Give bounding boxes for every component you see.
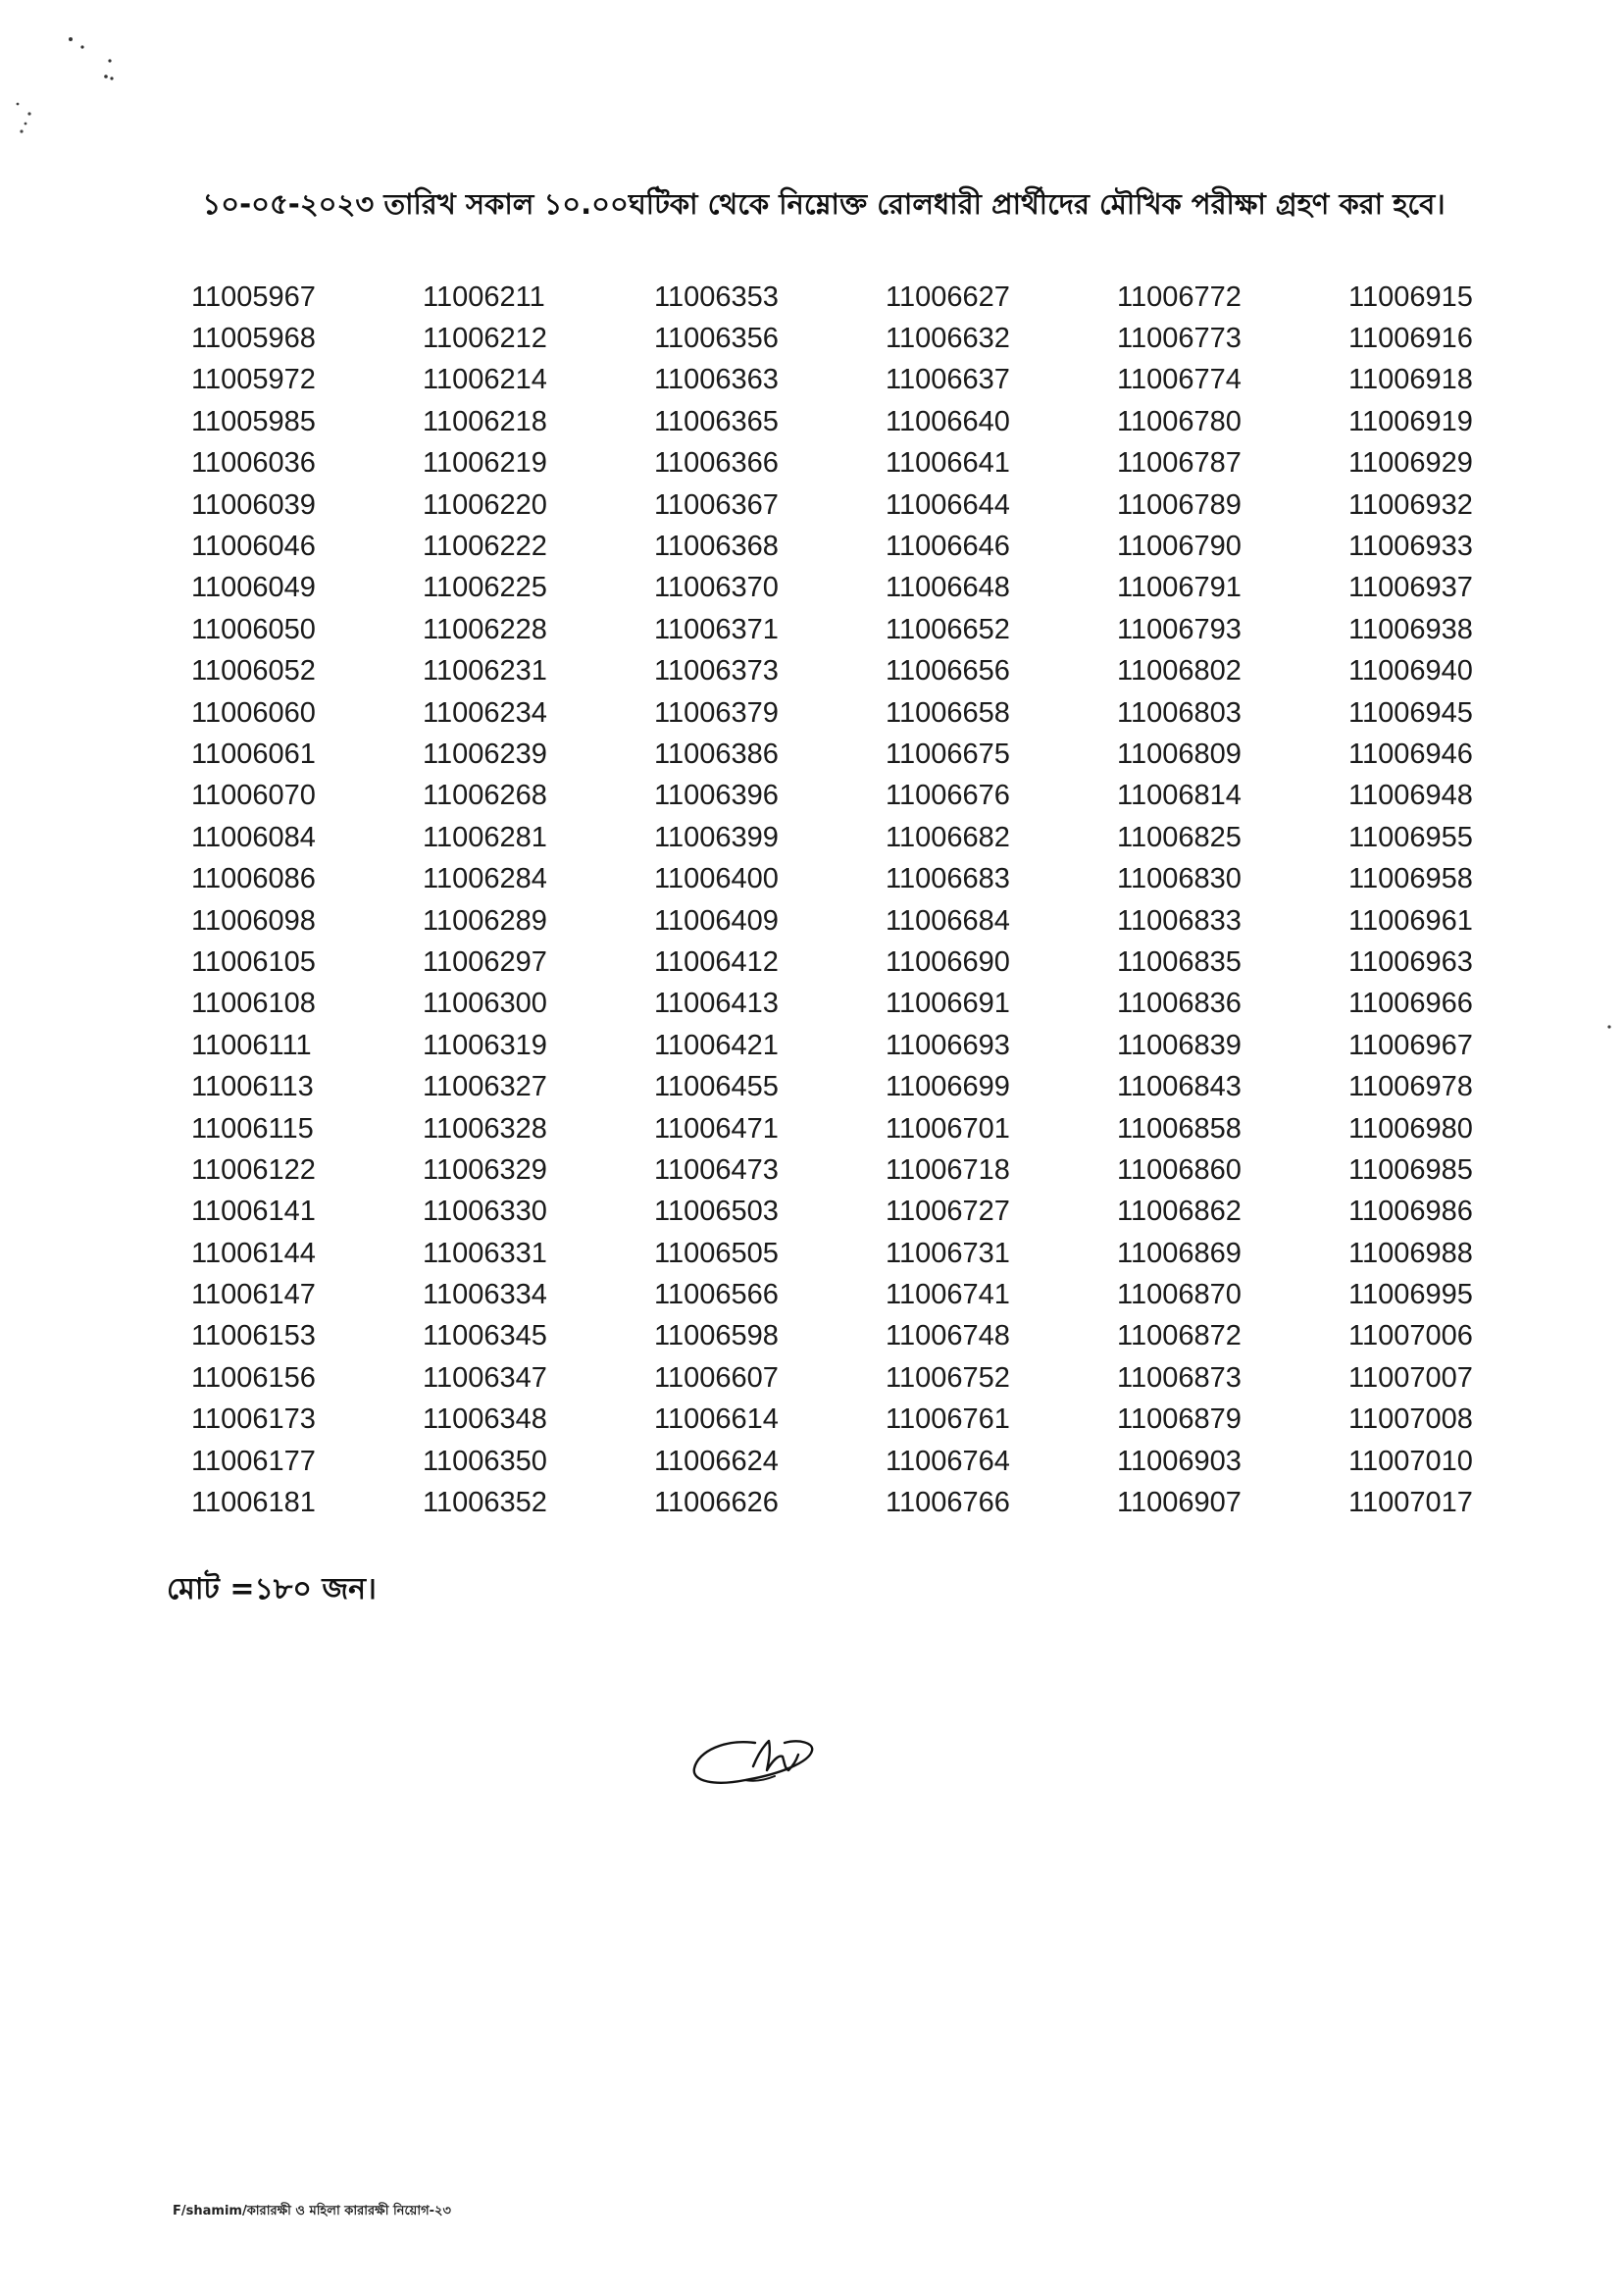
roll-number-cell: 11006105 bbox=[191, 945, 316, 978]
footer-file-reference: F/shamim/কারারক্ষী ও মহিলা কারারক্ষী নিয়োগ-২৩ bbox=[173, 2204, 451, 2218]
roll-number-cell: 11006741 bbox=[886, 1279, 1010, 1311]
roll-number-cell: 11006870 bbox=[1117, 1279, 1242, 1311]
roll-number-cell: 11006268 bbox=[423, 780, 547, 812]
roll-number-cell: 11006373 bbox=[654, 655, 779, 688]
roll-number-cell: 11006412 bbox=[654, 945, 779, 978]
roll-number-cell: 11005967 bbox=[191, 280, 316, 313]
roll-number-cell: 11006156 bbox=[191, 1361, 316, 1394]
scan-speck-right bbox=[1606, 1024, 1612, 1030]
roll-number-cell: 11006220 bbox=[423, 488, 547, 521]
roll-number-cell: 11006699 bbox=[886, 1071, 1010, 1103]
roll-number-cell: 11006761 bbox=[886, 1403, 1010, 1436]
roll-number-cell: 11005972 bbox=[191, 364, 316, 396]
roll-number-cell: 11006046 bbox=[191, 531, 316, 563]
roll-number-cell: 11006946 bbox=[1348, 738, 1473, 770]
roll-number-cell: 11006637 bbox=[886, 364, 1010, 396]
roll-number-cell: 11006036 bbox=[191, 447, 316, 480]
roll-number-cell: 11006937 bbox=[1348, 572, 1473, 604]
roll-number-cell: 11006234 bbox=[423, 696, 547, 729]
roll-number-cell: 11006658 bbox=[886, 696, 1010, 729]
roll-number-cell: 11006879 bbox=[1117, 1403, 1242, 1436]
roll-number-cell: 11006624 bbox=[654, 1445, 779, 1477]
roll-number-cell: 11006400 bbox=[654, 863, 779, 895]
roll-number-cell: 11006049 bbox=[191, 572, 316, 604]
roll-number-cell: 11006938 bbox=[1348, 613, 1473, 645]
roll-number-cell: 11006790 bbox=[1117, 531, 1242, 563]
roll-number-cell: 11006961 bbox=[1348, 904, 1473, 937]
roll-number-cell: 11006386 bbox=[654, 738, 779, 770]
roll-number-cell: 11006773 bbox=[1117, 323, 1242, 355]
roll-number-cell: 11006111 bbox=[191, 1029, 312, 1061]
roll-number-cell: 11006995 bbox=[1348, 1279, 1473, 1311]
roll-number-cell: 11006141 bbox=[191, 1196, 316, 1228]
roll-number-cell: 11006830 bbox=[1117, 863, 1242, 895]
roll-number-cell: 11006396 bbox=[654, 780, 779, 812]
roll-number-cell: 11006347 bbox=[423, 1361, 547, 1394]
roll-number-cell: 11006932 bbox=[1348, 488, 1473, 521]
roll-number-cell: 11006835 bbox=[1117, 945, 1242, 978]
roll-number-cell: 11006656 bbox=[886, 655, 1010, 688]
roll-number-cell: 11006648 bbox=[886, 572, 1010, 604]
roll-number-cell: 11006370 bbox=[654, 572, 779, 604]
roll-number-cell: 11006471 bbox=[654, 1112, 779, 1145]
roll-number-cell: 11006940 bbox=[1348, 655, 1473, 688]
roll-number-cell: 11006070 bbox=[191, 780, 316, 812]
roll-number-cell: 11006153 bbox=[191, 1320, 316, 1352]
roll-number-cell: 11006963 bbox=[1348, 945, 1473, 978]
roll-number-cell: 11006825 bbox=[1117, 821, 1242, 853]
roll-number-cell: 11006802 bbox=[1117, 655, 1242, 688]
roll-number-cell: 11006860 bbox=[1117, 1153, 1242, 1186]
roll-number-cell: 11006399 bbox=[654, 821, 779, 853]
roll-number-cell: 11006727 bbox=[886, 1196, 1010, 1228]
roll-number-cell: 11007006 bbox=[1348, 1320, 1473, 1352]
roll-number-cell: 11006084 bbox=[191, 821, 316, 853]
roll-number-cell: 11006839 bbox=[1117, 1029, 1242, 1061]
roll-number-cell: 11006352 bbox=[423, 1487, 547, 1519]
roll-number-cell: 11006774 bbox=[1117, 364, 1242, 396]
roll-number-cell: 11006869 bbox=[1117, 1237, 1242, 1269]
roll-number-cell: 11006566 bbox=[654, 1279, 779, 1311]
roll-number-cell: 11007010 bbox=[1348, 1445, 1473, 1477]
roll-number-cell: 11006791 bbox=[1117, 572, 1242, 604]
roll-number-cell: 11006682 bbox=[886, 821, 1010, 853]
roll-number-cell: 11006334 bbox=[423, 1279, 547, 1311]
roll-number-cell: 11006980 bbox=[1348, 1112, 1473, 1145]
roll-number-cell: 11006607 bbox=[654, 1361, 779, 1394]
roll-number-cell: 11006144 bbox=[191, 1237, 316, 1269]
roll-number-cell: 11006300 bbox=[423, 988, 547, 1020]
roll-number-cell: 11006652 bbox=[886, 613, 1010, 645]
roll-number-cell: 11006219 bbox=[423, 447, 547, 480]
roll-number-cell: 11006718 bbox=[886, 1153, 1010, 1186]
roll-number-cell: 11006789 bbox=[1117, 488, 1242, 521]
roll-number-cell: 11006836 bbox=[1117, 988, 1242, 1020]
roll-number-cell: 11006915 bbox=[1348, 280, 1473, 313]
roll-number-cell: 11006684 bbox=[886, 904, 1010, 937]
roll-number-cell: 11006363 bbox=[654, 364, 779, 396]
roll-number-cell: 11006693 bbox=[886, 1029, 1010, 1061]
roll-number-cell: 11006644 bbox=[886, 488, 1010, 521]
roll-number-cell: 11006368 bbox=[654, 531, 779, 563]
roll-number-cell: 11006873 bbox=[1117, 1361, 1242, 1394]
roll-number-cell: 11006701 bbox=[886, 1112, 1010, 1145]
roll-number-cell: 11006918 bbox=[1348, 364, 1473, 396]
roll-number-cell: 11006379 bbox=[654, 696, 779, 729]
roll-number-cell: 11006803 bbox=[1117, 696, 1242, 729]
roll-number-cell: 11007008 bbox=[1348, 1403, 1473, 1436]
roll-number-cell: 11006833 bbox=[1117, 904, 1242, 937]
roll-number-cell: 11006281 bbox=[423, 821, 547, 853]
total-count: মোট =১৮০ জন। bbox=[167, 1572, 377, 1606]
roll-number-cell: 11006675 bbox=[886, 738, 1010, 770]
roll-number-cell: 11006632 bbox=[886, 323, 1010, 355]
roll-number-cell: 11006177 bbox=[191, 1445, 316, 1477]
roll-number-cell: 11006284 bbox=[423, 863, 547, 895]
roll-number-cell: 11006122 bbox=[191, 1153, 316, 1186]
roll-number-cell: 11006627 bbox=[886, 280, 1010, 313]
roll-number-cell: 11006772 bbox=[1117, 280, 1242, 313]
roll-number-cell: 11006872 bbox=[1117, 1320, 1242, 1352]
roll-number-cell: 11006691 bbox=[886, 988, 1010, 1020]
roll-number-cell: 11006614 bbox=[654, 1403, 779, 1436]
roll-number-cell: 11006958 bbox=[1348, 863, 1473, 895]
roll-number-cell: 11006413 bbox=[654, 988, 779, 1020]
roll-number-cell: 11006173 bbox=[191, 1403, 316, 1436]
roll-number-cell: 11006409 bbox=[654, 904, 779, 937]
roll-number-cell: 11006086 bbox=[191, 863, 316, 895]
roll-number-cell: 11006766 bbox=[886, 1487, 1010, 1519]
roll-number-cell: 11006052 bbox=[191, 655, 316, 688]
roll-number-cell: 11006108 bbox=[191, 988, 316, 1020]
roll-number-cell: 11006780 bbox=[1117, 405, 1242, 437]
notice-heading: ১০-০৫-২০২৩ তারিখ সকাল ১০.০০ঘটিকা থেকে নিম্নোক্ত রোলধারী প্রার্থীদের মৌখিক পরীক্ষা গ্রহণ করা হবে। bbox=[202, 187, 1446, 221]
roll-number-cell: 11006239 bbox=[423, 738, 547, 770]
roll-number-cell: 11006350 bbox=[423, 1445, 547, 1477]
roll-number-cell: 11006331 bbox=[423, 1237, 547, 1269]
roll-number-cell: 11006690 bbox=[886, 945, 1010, 978]
roll-number-cell: 11006505 bbox=[654, 1237, 779, 1269]
roll-number-cell: 11006814 bbox=[1117, 780, 1242, 812]
roll-number-cell: 11006907 bbox=[1117, 1487, 1242, 1519]
roll-number-cell: 11006211 bbox=[423, 280, 545, 313]
roll-number-cell: 11006365 bbox=[654, 405, 779, 437]
roll-number-cell: 11007017 bbox=[1348, 1487, 1473, 1519]
roll-number-cell: 11006933 bbox=[1348, 531, 1473, 563]
roll-number-cell: 11006225 bbox=[423, 572, 547, 604]
roll-number-cell: 11006988 bbox=[1348, 1237, 1473, 1269]
roll-number-cell: 11006319 bbox=[423, 1029, 547, 1061]
roll-number-cell: 11006289 bbox=[423, 904, 547, 937]
roll-number-cell: 11006212 bbox=[423, 323, 547, 355]
roll-number-cell: 11006421 bbox=[654, 1029, 779, 1061]
roll-number-cell: 11006329 bbox=[423, 1153, 547, 1186]
roll-number-cell: 11006985 bbox=[1348, 1153, 1473, 1186]
roll-number-cell: 11005968 bbox=[191, 323, 316, 355]
roll-number-cell: 11006626 bbox=[654, 1487, 779, 1519]
roll-number-cell: 11006147 bbox=[191, 1279, 316, 1311]
roll-number-cell: 11006231 bbox=[423, 655, 547, 688]
roll-number-cell: 11006228 bbox=[423, 613, 547, 645]
roll-number-cell: 11006641 bbox=[886, 447, 1010, 480]
roll-number-cell: 11006060 bbox=[191, 696, 316, 729]
roll-number-cell: 11006356 bbox=[654, 323, 779, 355]
roll-number-cell: 11006115 bbox=[191, 1112, 314, 1145]
roll-number-cell: 11006966 bbox=[1348, 988, 1473, 1020]
roll-number-cell: 11006862 bbox=[1117, 1196, 1242, 1228]
roll-number-cell: 11006222 bbox=[423, 531, 547, 563]
roll-number-cell: 11006945 bbox=[1348, 696, 1473, 729]
roll-number-cell: 11006330 bbox=[423, 1196, 547, 1228]
roll-number-cell: 11006039 bbox=[191, 488, 316, 521]
roll-number-cell: 11006955 bbox=[1348, 821, 1473, 853]
roll-number-cell: 11006967 bbox=[1348, 1029, 1473, 1061]
roll-number-cell: 11006050 bbox=[191, 613, 316, 645]
roll-number-cell: 11006297 bbox=[423, 945, 547, 978]
roll-number-cell: 11006061 bbox=[191, 738, 316, 770]
roll-number-cell: 11007007 bbox=[1348, 1361, 1473, 1394]
roll-number-cell: 11006181 bbox=[191, 1487, 316, 1519]
roll-number-cell: 11006919 bbox=[1348, 405, 1473, 437]
roll-number-cell: 11006809 bbox=[1117, 738, 1242, 770]
roll-number-cell: 11006978 bbox=[1348, 1071, 1473, 1103]
roll-number-cell: 11006748 bbox=[886, 1320, 1010, 1352]
roll-number-cell: 11006948 bbox=[1348, 780, 1473, 812]
roll-number-cell: 11006731 bbox=[886, 1237, 1010, 1269]
roll-number-cell: 11006843 bbox=[1117, 1071, 1242, 1103]
scan-specks bbox=[0, 0, 1624, 196]
roll-number-cell: 11006353 bbox=[654, 280, 779, 313]
roll-number-cell: 11006929 bbox=[1348, 447, 1473, 480]
roll-number-cell: 11006793 bbox=[1117, 613, 1242, 645]
roll-number-cell: 11006764 bbox=[886, 1445, 1010, 1477]
roll-number-cell: 11006218 bbox=[423, 405, 547, 437]
roll-number-cell: 11006367 bbox=[654, 488, 779, 521]
roll-number-cell: 11006683 bbox=[886, 863, 1010, 895]
roll-number-cell: 11006986 bbox=[1348, 1196, 1473, 1228]
roll-number-cell: 11006752 bbox=[886, 1361, 1010, 1394]
roll-number-cell: 11006640 bbox=[886, 405, 1010, 437]
roll-number-cell: 11006214 bbox=[423, 364, 547, 396]
roll-number-cell: 11006098 bbox=[191, 904, 316, 937]
roll-number-cell: 11006903 bbox=[1117, 1445, 1242, 1477]
roll-number-cell: 11006473 bbox=[654, 1153, 779, 1186]
roll-number-cell: 11006348 bbox=[423, 1403, 547, 1436]
roll-number-cell: 11006345 bbox=[423, 1320, 547, 1352]
roll-number-cell: 11006113 bbox=[191, 1071, 314, 1103]
roll-number-cell: 11006503 bbox=[654, 1196, 779, 1228]
roll-number-cell: 11006858 bbox=[1117, 1112, 1242, 1145]
roll-number-cell: 11006598 bbox=[654, 1320, 779, 1352]
roll-number-cell: 11006916 bbox=[1348, 323, 1473, 355]
roll-number-cell: 11006646 bbox=[886, 531, 1010, 563]
roll-number-cell: 11006366 bbox=[654, 447, 779, 480]
roll-number-cell: 11006455 bbox=[654, 1071, 779, 1103]
roll-number-cell: 11006787 bbox=[1117, 447, 1242, 480]
signature bbox=[686, 1721, 824, 1800]
roll-number-cell: 11005985 bbox=[191, 405, 316, 437]
roll-number-cell: 11006328 bbox=[423, 1112, 547, 1145]
roll-number-cell: 11006327 bbox=[423, 1071, 547, 1103]
roll-number-table bbox=[191, 277, 1580, 1524]
roll-number-cell: 11006371 bbox=[654, 613, 779, 645]
roll-number-cell: 11006676 bbox=[886, 780, 1010, 812]
